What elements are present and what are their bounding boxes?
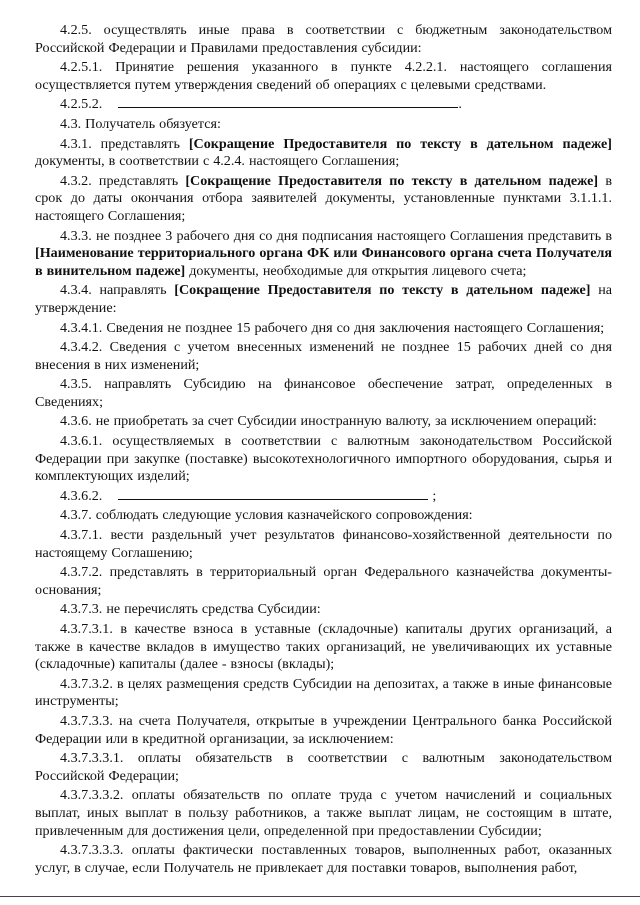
- clause-number: 4.3.2.: [60, 172, 92, 189]
- template-placeholder: [Наименование территориального органа ФК или Финансового органа счета Получателя в винительном падеже]: [35, 245, 612, 279]
- paragraph-4-2-5-1: [0, 59, 640, 94]
- clause-number: 4.3.4.: [60, 282, 92, 299]
- paragraph-4-3-6: [0, 413, 640, 431]
- clause-text: осуществлять иные права в соответствии с бюджетным законодательством Российской Федерации и Правилами предоставления субсидии:: [35, 22, 612, 56]
- clause-number: 4.3.3.: [60, 227, 92, 244]
- clause-text: представлять в территориальный орган Федерального казначейства документы-основания;: [35, 564, 612, 598]
- clause-number: 4.3.7.3.3.2.: [60, 787, 124, 804]
- clause-text: осуществляемых в соответствии с валютным законодательством Российской Федерации при закупке (поставке) высокотехнологичного импортного оборудования, сырья и комплектующих изделий;: [35, 433, 612, 485]
- paragraph-4-3-6-1: [0, 433, 640, 486]
- clause-text: в срок до даты окончания отбора заявителей документы, установленные пунктами 3.1.1.1. настоящего Соглашения;: [35, 172, 612, 224]
- clause-number: 4.3.4.2.: [60, 339, 103, 356]
- clause-number: 4.2.5.: [60, 22, 92, 38]
- paragraph-4-3-4: [0, 282, 640, 317]
- paragraph-4-3-7-3-1: [0, 621, 640, 674]
- clause-number: 4.3.7.2.: [60, 564, 103, 581]
- clause-text: направлять: [99, 282, 175, 299]
- clause-number: 4.3.7.: [60, 507, 92, 524]
- paragraph-4-3-7-1: [0, 527, 640, 562]
- blank-fill-line: [118, 96, 458, 108]
- clause-number: 4.3.1.: [60, 135, 92, 152]
- clause-number: 4.3.4.1.: [60, 319, 103, 336]
- paragraph-4-3-1: [0, 136, 640, 171]
- paragraph-4-3-7-3-3-3: [0, 842, 640, 877]
- paragraph-4-3-4-2: [0, 339, 640, 374]
- clause-text: на утверждение:: [35, 282, 612, 316]
- clause-text: не перечислять средства Субсидии:: [106, 601, 321, 618]
- clause-text: на счета Получателя, открытые в учреждении Центрального банка Российской Федерации или в кредитной организации, за исключением:: [35, 712, 613, 747]
- document-body: [0, 22, 640, 879]
- clause-text: в качестве взноса в уставные (складочные) капиталы других организаций, а также в качестве вкладов в имущество таких организаций, не увеличивающих их уставные (складочные) капиталы (далее - взносы (вклады);: [35, 621, 612, 673]
- clause-text: не позднее 3 рабочего дня со дня подписания настоящего Соглашения представить в: [95, 227, 613, 244]
- clause-text: оплаты обязательств по оплате труда с учетом начислений и социальных выплат, иных выплат в пользу работников, а также выплат лицам, не состоящим в штате, привлеченным для достижения цели, определенной при предоставлении Субсидии;: [35, 787, 612, 839]
- clause-number: 4.3.: [60, 115, 82, 132]
- blank-fill-line: [118, 488, 428, 500]
- clause-number: 4.2.5.2.: [60, 96, 103, 113]
- clause-text: оплаты фактически поставленных товаров, выполненных работ, оказанных услуг, в случае, если Получатель не привлекает для поставки товаров, выполнения работ,: [35, 842, 612, 876]
- clause-number: 4.3.6.1.: [60, 433, 103, 450]
- clause-number: 4.3.7.3.3.1.: [60, 750, 124, 767]
- clause-number: 4.3.7.3.3.3.: [60, 842, 124, 859]
- clause-text: Сведения не позднее 15 рабочего дня со дня заключения настоящего Соглашения;: [106, 319, 605, 336]
- page-bottom-rule: [0, 896, 640, 897]
- clause-number: 4.2.5.1.: [60, 59, 103, 76]
- clause-number: 4.3.6.2.: [60, 487, 103, 504]
- paragraph-4-3-7: [0, 507, 640, 525]
- paragraph-4-3: [0, 116, 640, 134]
- clause-number: 4.3.7.3.2.: [60, 675, 113, 692]
- clause-text: документы, в соответствии с 4.2.4. настоящего Соглашения;: [35, 153, 400, 170]
- template-placeholder: [Сокращение Предоставителя по тексту в дательном падеже]: [185, 172, 599, 189]
- paragraph-4-3-7-3-3-2: [0, 787, 640, 840]
- paragraph-4-3-4-1: [0, 320, 640, 338]
- paragraph-4-2-5: [0, 22, 640, 57]
- clause-text: направлять Субсидию на финансовое обеспечение затрат, определенных в Сведениях;: [35, 376, 612, 410]
- paragraph-4-3-7-3-2: [0, 676, 640, 711]
- template-placeholder: [Сокращение Предоставителя по тексту в дательном падеже]: [188, 135, 612, 152]
- clause-text: оплаты обязательств в соответствии с валютным законодательством Российской Федерации;: [35, 750, 612, 784]
- clause-tail: .: [458, 96, 462, 113]
- clause-text: представлять: [100, 135, 189, 152]
- clause-number: 4.3.7.3.3.: [60, 712, 113, 729]
- paragraph-4-3-7-3-3-1: [0, 750, 640, 785]
- clause-number: 4.3.7.3.1.: [60, 621, 113, 637]
- paragraph-4-3-3: [0, 228, 640, 281]
- clause-text: представлять: [98, 172, 186, 189]
- paragraph-4-3-7-2: [0, 564, 640, 599]
- clause-text: Принятие решения указанного в пункте 4.2.2.1. настоящего соглашения осуществляется путем утверждения сведений об операциях с целевыми средствами.: [35, 59, 613, 93]
- clause-number: 4.3.7.1.: [60, 527, 103, 544]
- paragraph-4-3-7-3-3: [0, 713, 640, 748]
- clause-tail: ;: [428, 487, 437, 504]
- paragraph-4-3-5: [0, 376, 640, 411]
- paragraph-4-3-2: [0, 173, 640, 226]
- clause-number: 4.3.6.: [60, 413, 92, 430]
- clause-text: вести раздельный учет результатов финансово-хозяйственной деятельности по настоящему Соглашению;: [35, 527, 612, 561]
- paragraph-4-3-6-2: [0, 488, 640, 506]
- clause-text: документы, необходимые для открытия лицевого счета;: [185, 262, 527, 279]
- template-placeholder: [Сокращение Предоставителя по тексту в дательном падеже]: [174, 282, 591, 299]
- clause-text: в целях размещения средств Субсидии на депозитах, а также в иные финансовые инструменты;: [35, 675, 612, 710]
- paragraph-4-3-7-3: [0, 601, 640, 619]
- clause-text: Сведения с учетом внесенных изменений не позднее 15 рабочих дней со дня внесения в них изменений;: [35, 339, 612, 373]
- clause-text: не приобретать за счет Субсидии иностранную валюту, за исключением операций:: [95, 413, 597, 430]
- paragraph-4-2-5-2: [0, 96, 640, 114]
- clause-text: Получатель обязуется:: [85, 115, 221, 132]
- clause-number: 4.3.5.: [60, 376, 92, 393]
- clause-number: 4.3.7.3.: [60, 601, 103, 618]
- clause-text: соблюдать следующие условия казначейского сопровождения:: [95, 507, 473, 524]
